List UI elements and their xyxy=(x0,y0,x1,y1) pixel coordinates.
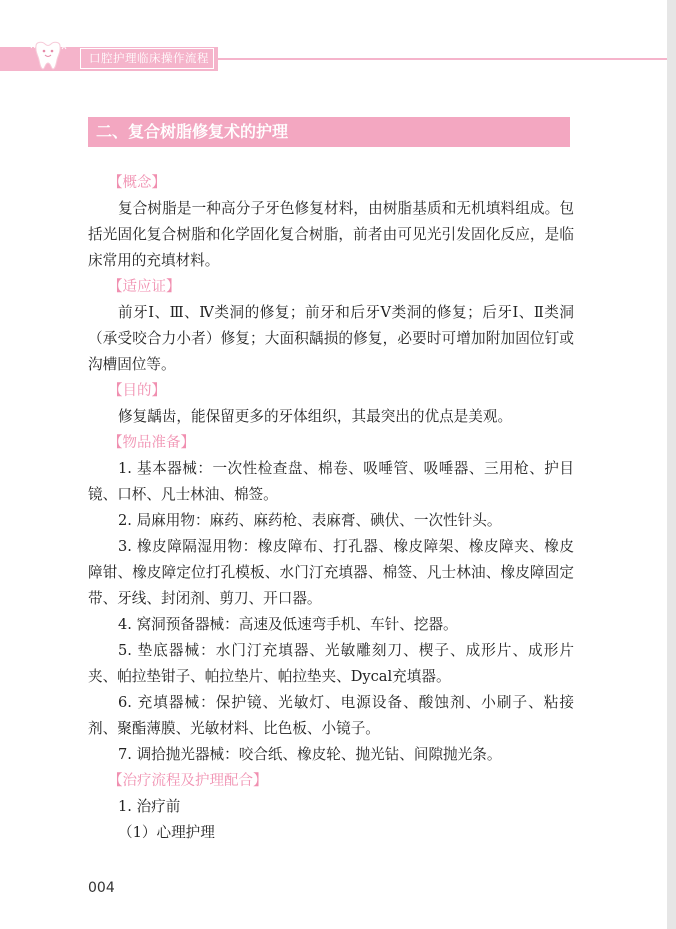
concept-paragraph: 复合树脂是一种高分子牙色修复材料，由树脂基质和无机填料组成。包括光固化复合树脂和化学固化复合树脂，前者由可见光引发固化反应，是临床常用的充填材料。 xyxy=(88,200,574,269)
indications-paragraph: 前牙Ⅰ、Ⅲ、Ⅳ类洞的修复；前牙和后牙Ⅴ类洞的修复；后牙Ⅰ、Ⅱ类洞（承受咬合力小者）修复；大面积龋损的修复，必要时可增加附加固位钉或沟槽固位等。 xyxy=(88,304,574,373)
materials-item-2: 2. 局麻用物：麻药、麻药枪、表麻膏、碘伏、一次性针头。 xyxy=(118,512,502,529)
materials-heading: 【物品准备】 xyxy=(108,435,195,451)
header-rule xyxy=(218,58,667,60)
materials-item-6: 6. 充填器械：保护镜、光敏灯、电源设备、酸蚀剂、小刷子、粘接剂、聚酯薄膜、光敏材料、比色板、小镜子。 xyxy=(88,694,574,737)
purpose-heading: 【目的】 xyxy=(108,383,166,399)
purpose-paragraph: 修复龋齿，能保留更多的牙体组织，其最突出的优点是美观。 xyxy=(118,408,513,425)
page-edge-strip xyxy=(667,0,676,929)
tooth-mascot-icon xyxy=(28,40,68,72)
section-title: 二、复合树脂修复术的护理 xyxy=(96,122,289,141)
indications-heading: 【适应证】 xyxy=(108,279,181,295)
book-title: 口腔护理临床操作流程 xyxy=(80,48,214,69)
concept-heading: 【概念】 xyxy=(108,175,166,191)
materials-item-3: 3. 橡皮障隔湿用物：橡皮障布、打孔器、橡皮障架、橡皮障夹、橡皮障钳、橡皮障定位打孔模板、水门汀充填器、棉签、凡士林油、橡皮障固定带、牙线、封闭剂、剪刀、开口器。 xyxy=(88,538,574,607)
procedure-step-1-1: （1）心理护理 xyxy=(118,824,215,841)
materials-item-5: 5. 垫底器械：水门汀充填器、光敏雕刻刀、楔子、成形片、成形片夹、帕拉垫钳子、帕拉垫片、帕拉垫夹、Dycal充填器。 xyxy=(88,642,574,685)
page-content xyxy=(88,170,574,846)
materials-item-7: 7. 调拾抛光器械：咬合纸、橡皮轮、抛光钻、间隙抛光条。 xyxy=(118,746,502,763)
page-number: 004 xyxy=(88,880,115,896)
procedure-heading: 【治疗流程及护理配合】 xyxy=(108,773,268,789)
procedure-step-1: 1. 治疗前 xyxy=(118,798,181,815)
materials-item-4: 4. 窝洞预备器械：高速及低速弯手机、车针、挖器。 xyxy=(118,616,458,633)
materials-item-1: 1. 基本器械：一次性检查盘、棉卷、吸唾管、吸唾器、三用枪、护目镜、口杯、凡士林油、棉签。 xyxy=(88,460,574,503)
